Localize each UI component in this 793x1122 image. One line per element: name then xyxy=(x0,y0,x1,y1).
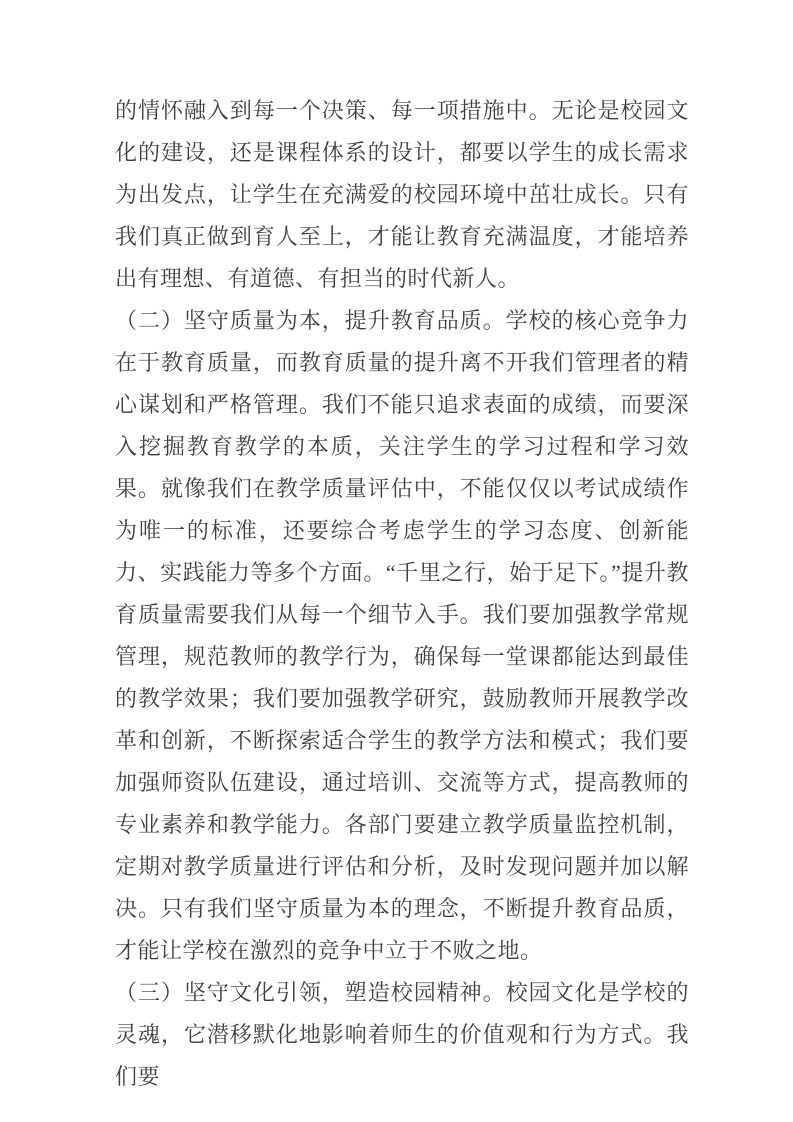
document-body xyxy=(115,90,689,1098)
paragraph-continuation: 的情怀融入到每一个决策、每一项措施中。无论是校园文化的建设，还是课程体系的设计，都要以学生的成长需求为出发点，让学生在充满爱的校园环境中茁壮成长。只有我们真正做到育人至上，才能让教育充满温度，才能培养出有理想、有道德、有担当的时代新人。 xyxy=(115,98,689,291)
paragraph-section-three: （三）坚守文化引领，塑造校园精神。校园文化是学校的灵魂，它潜移默化地影响着师生的价值观和行为方式。我们要 xyxy=(115,980,689,1089)
paragraph-section-two: （二）坚守质量为本，提升教育品质。学校的核心竞争力在于教育质量，而教育质量的提升离不开我们管理者的精心谋划和严格管理。我们不能只追求表面的成绩，而要深入挖掘教育教学的本质，关注学生的学习过程和学习效果。就像我们在教学质量评估中，不能仅仅以考试成绩作为唯一的标准，还要综合考虑学生的学习态度、创新能力、实践能力等多个方面。“千里之行，始于足下。”提升教育质量需要我们从每一个细节入手。我们要加强教学常规管理，规范教师的教学行为，确保每一堂课都能达到最佳的教学效果；我们要加强教学研究，鼓励教师开展教学改革和创新，不断探索适合学生的教学方法和模式；我们要加强师资队伍建设，通过培训、交流等方式，提高教师的专业素养和教学能力。各部门要建立教学质量监控机制，定期对教学质量进行评估和分析，及时发现问题并加以解决。只有我们坚守质量为本的理念，不断提升教育品质，才能让学校在激烈的竞争中立于不败之地。 xyxy=(115,308,689,963)
